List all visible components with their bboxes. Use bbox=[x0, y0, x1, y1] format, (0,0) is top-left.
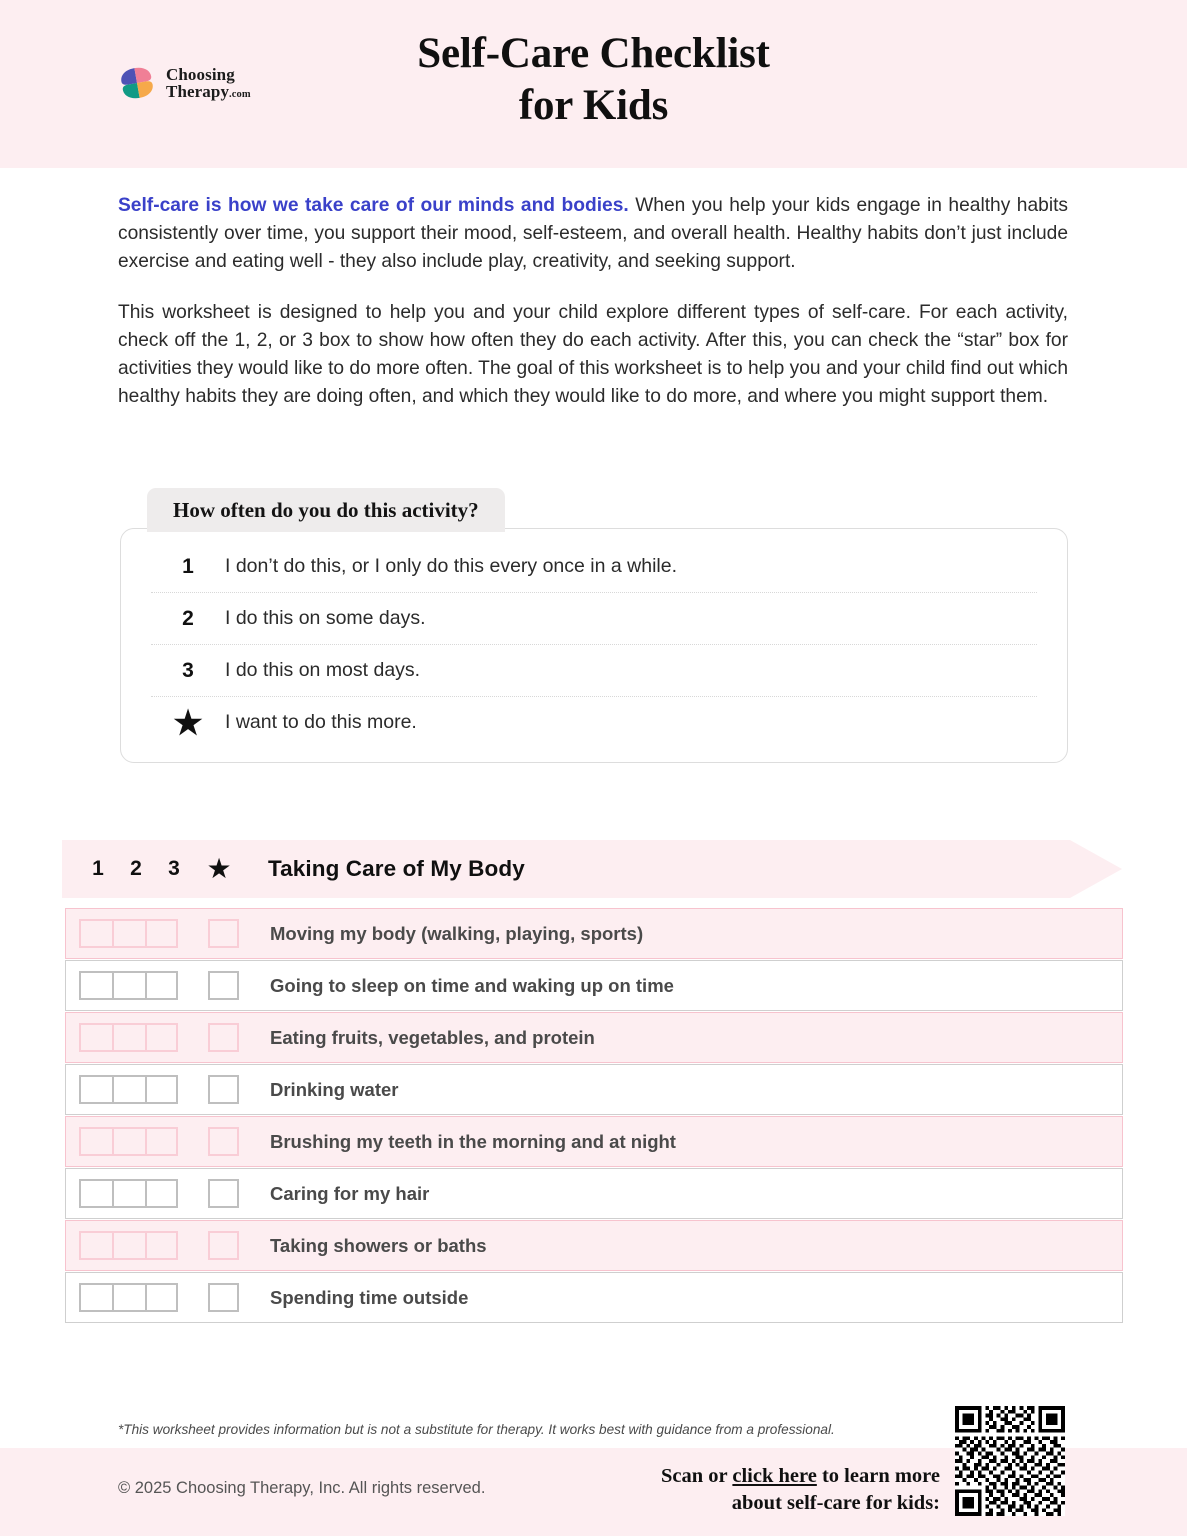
checkbox-star[interactable] bbox=[208, 1075, 239, 1104]
brand-line-2: Therapy bbox=[166, 81, 230, 101]
checkbox-1[interactable] bbox=[79, 1231, 112, 1260]
checkbox-3[interactable] bbox=[145, 1127, 178, 1156]
checkbox-3[interactable] bbox=[145, 919, 178, 948]
legend-key-star-icon: ★ bbox=[173, 704, 203, 741]
checkbox-3[interactable] bbox=[145, 1075, 178, 1104]
frequency-checkbox-group[interactable] bbox=[79, 1127, 178, 1156]
intro-paragraph-1-rest: When you help your kids engage in healthy habits consistently over time, you support their mood, self-esteem, and overall health. Healthy habits don’t just include exercise and eating well - they also include play, creativity, and seeking support. bbox=[118, 195, 1069, 273]
table-row[interactable] bbox=[65, 1272, 1123, 1323]
legend-text-1: I don’t do this, or I only do this every once in a while. bbox=[225, 555, 677, 577]
disclaimer-text: *This worksheet provides information but is not a substitute for therapy. It works best with guidance from a professional. bbox=[118, 1422, 835, 1437]
checkbox-star[interactable] bbox=[208, 1231, 239, 1260]
section-title: Taking Care of My Body bbox=[268, 856, 525, 881]
intro-paragraph-1 bbox=[118, 192, 1068, 277]
table-row[interactable] bbox=[65, 1116, 1123, 1167]
checkbox-1[interactable] bbox=[79, 1023, 112, 1052]
checkbox-3[interactable] bbox=[145, 1023, 178, 1052]
column-header-1: 1 bbox=[92, 857, 104, 880]
checkbox-1[interactable] bbox=[79, 919, 112, 948]
table-row[interactable] bbox=[65, 1168, 1123, 1219]
legend-key-2: 2 bbox=[182, 606, 194, 630]
activity-label: Moving my body (walking, playing, sports) bbox=[270, 922, 644, 944]
checkbox-2[interactable] bbox=[112, 1283, 145, 1312]
activity-label: Going to sleep on time and waking up on time bbox=[270, 974, 674, 996]
checkbox-star[interactable] bbox=[208, 919, 239, 948]
checkbox-star[interactable] bbox=[208, 1023, 239, 1052]
checkbox-2[interactable] bbox=[112, 1231, 145, 1260]
checkbox-star[interactable] bbox=[208, 1179, 239, 1208]
scan-callout-line-2: about self-care for kids: bbox=[731, 1491, 940, 1514]
column-header-3: 3 bbox=[168, 857, 180, 880]
brand-dotcom: .com bbox=[229, 88, 251, 100]
frequency-checkbox-group[interactable] bbox=[79, 919, 178, 948]
checklist-table bbox=[65, 908, 1123, 1324]
checkbox-star[interactable] bbox=[208, 1127, 239, 1156]
frequency-checkbox-group[interactable] bbox=[79, 1283, 178, 1312]
activity-label: Caring for my hair bbox=[270, 1182, 430, 1204]
page-title bbox=[0, 28, 1187, 133]
brand-line-1: Choosing bbox=[166, 64, 235, 84]
activity-label: Spending time outside bbox=[270, 1286, 469, 1308]
frequency-checkbox-group[interactable] bbox=[79, 1075, 178, 1104]
checkbox-2[interactable] bbox=[112, 971, 145, 1000]
click-here-link[interactable]: click here bbox=[732, 1465, 817, 1487]
scan-callout-post: to learn more bbox=[816, 1465, 940, 1487]
column-header-2: 2 bbox=[130, 857, 142, 880]
checkbox-3[interactable] bbox=[145, 1179, 178, 1208]
column-header-star-icon: ★ bbox=[206, 853, 232, 884]
checkbox-2[interactable] bbox=[112, 1127, 145, 1156]
legend-text-star: I want to do this more. bbox=[225, 711, 417, 733]
checkbox-2[interactable] bbox=[112, 1023, 145, 1052]
scan-callout-pre: Scan or bbox=[661, 1465, 733, 1487]
checkbox-1[interactable] bbox=[79, 971, 112, 1000]
table-row[interactable] bbox=[65, 908, 1123, 959]
legend-text-2: I do this on some days. bbox=[225, 607, 426, 629]
intro-text bbox=[118, 192, 1068, 412]
activity-label: Eating fruits, vegetables, and protein bbox=[270, 1026, 595, 1048]
section-header-banner bbox=[62, 840, 1122, 898]
legend-row bbox=[151, 645, 1037, 697]
legend-key-1: 1 bbox=[182, 554, 194, 578]
legend-row bbox=[151, 593, 1037, 645]
legend-text-3: I do this on most days. bbox=[225, 659, 421, 681]
table-row[interactable] bbox=[65, 1012, 1123, 1063]
table-row[interactable] bbox=[65, 1064, 1123, 1115]
intro-lead-sentence: Self-care is how we take care of our minds and bodies. bbox=[118, 195, 629, 216]
intro-paragraph-2: This worksheet is designed to help you and your child explore different types of self-care. For each activity, check off the 1, 2, or 3 box to show how often they do each activity. After this, you can check the “star” box for activities they would like to do more often. The goal of this worksheet is to help you and your child find out which healthy habits they are doing often, and which they would like to do more, and where you might support them. bbox=[118, 301, 1068, 408]
checkbox-2[interactable] bbox=[112, 1179, 145, 1208]
frequency-legend bbox=[120, 488, 1068, 763]
banner-content bbox=[62, 840, 1122, 898]
checkbox-1[interactable] bbox=[79, 1283, 112, 1312]
frequency-checkbox-group[interactable] bbox=[79, 1023, 178, 1052]
checkbox-1[interactable] bbox=[79, 1179, 112, 1208]
table-row[interactable] bbox=[65, 960, 1123, 1011]
legend-row bbox=[151, 697, 1037, 748]
legend-key-3: 3 bbox=[182, 658, 194, 682]
frequency-checkbox-group[interactable] bbox=[79, 1231, 178, 1260]
activity-label: Brushing my teeth in the morning and at night bbox=[270, 1130, 676, 1152]
checkbox-3[interactable] bbox=[145, 1283, 178, 1312]
frequency-checkbox-group[interactable] bbox=[79, 971, 178, 1000]
legend-row bbox=[151, 541, 1037, 593]
checkbox-2[interactable] bbox=[112, 1075, 145, 1104]
checkbox-3[interactable] bbox=[145, 971, 178, 1000]
checkbox-3[interactable] bbox=[145, 1231, 178, 1260]
checkbox-1[interactable] bbox=[79, 1075, 112, 1104]
checkbox-star[interactable] bbox=[208, 971, 239, 1000]
page-title-line-2: for Kids bbox=[518, 82, 669, 130]
qr-code-icon[interactable] bbox=[955, 1406, 1065, 1516]
legend-tab-title: How often do you do this activity? bbox=[147, 488, 505, 532]
checkbox-star[interactable] bbox=[208, 1283, 239, 1312]
frequency-checkbox-group[interactable] bbox=[79, 1179, 178, 1208]
checkbox-1[interactable] bbox=[79, 1127, 112, 1156]
page-title-line-1: Self-Care Checklist bbox=[417, 30, 770, 77]
activity-label: Drinking water bbox=[270, 1078, 399, 1100]
scan-callout bbox=[560, 1463, 940, 1516]
copyright-text: © 2025 Choosing Therapy, Inc. All rights reserved. bbox=[118, 1479, 486, 1497]
legend-box bbox=[120, 528, 1068, 763]
table-row[interactable] bbox=[65, 1220, 1123, 1271]
checkbox-2[interactable] bbox=[112, 919, 145, 948]
activity-label: Taking showers or baths bbox=[270, 1234, 487, 1256]
